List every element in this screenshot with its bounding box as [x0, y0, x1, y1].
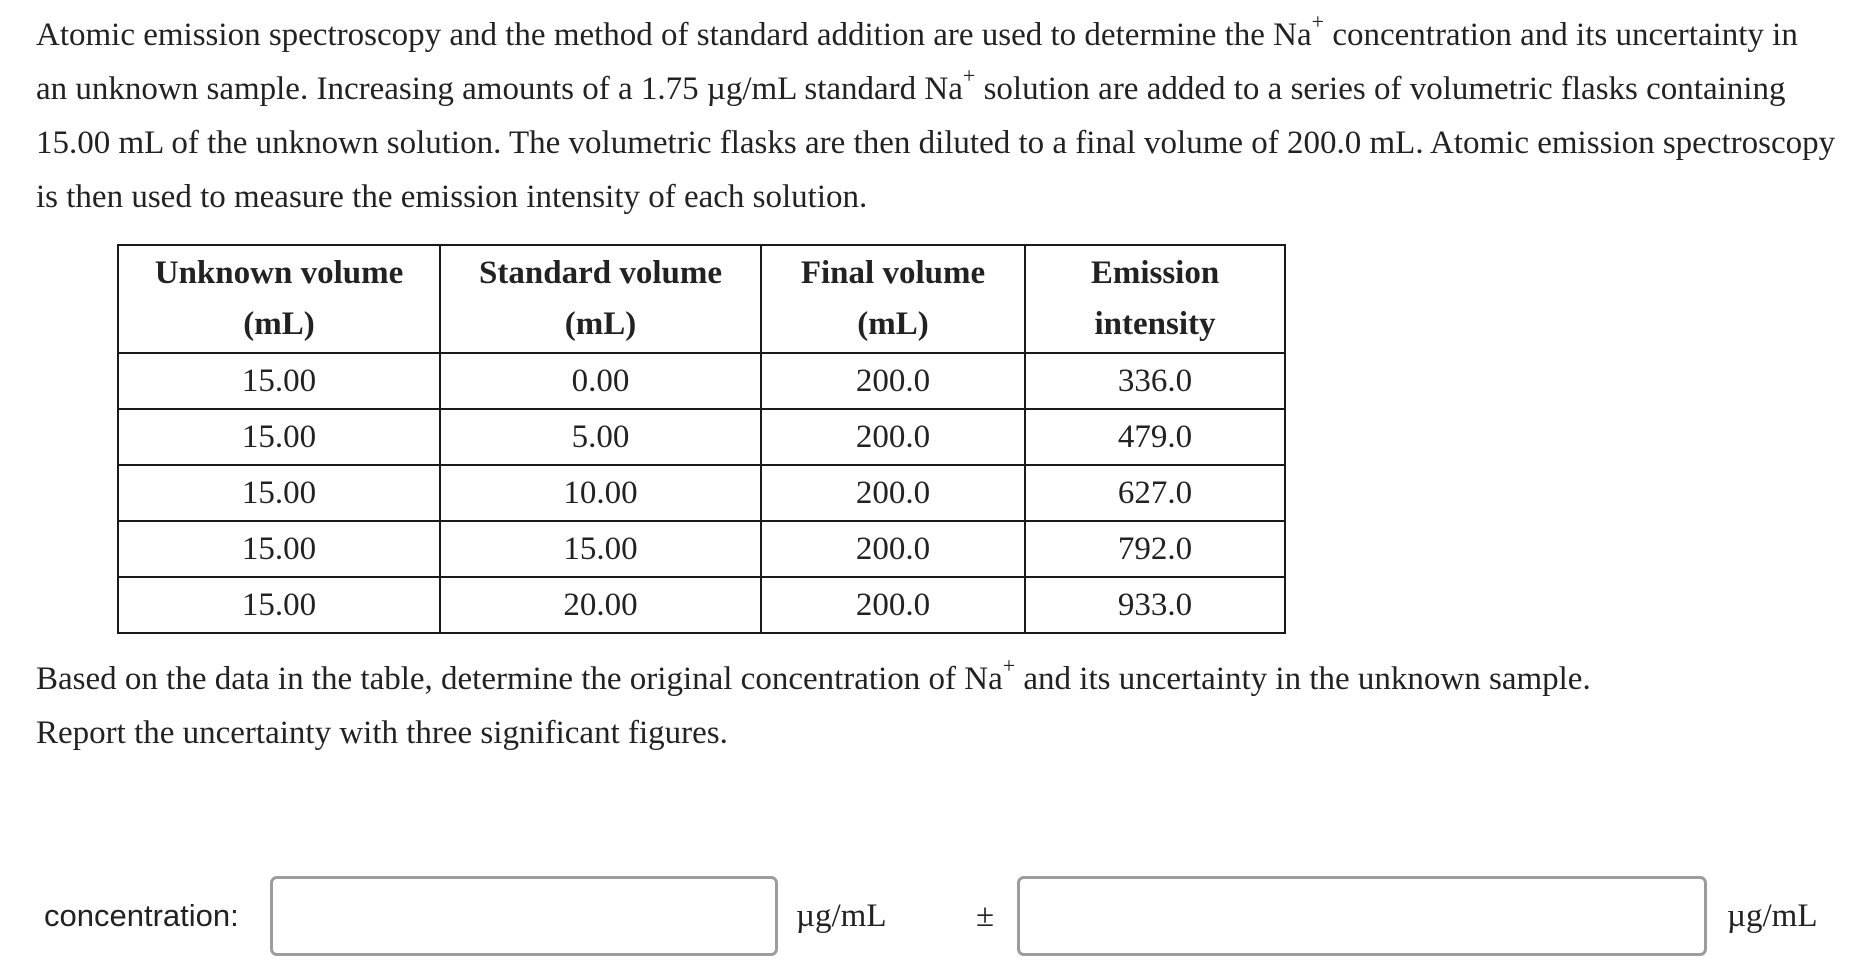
uncertainty-unit: µg/mL: [1727, 898, 1818, 934]
problem-statement: [36, 8, 1836, 224]
intro-text-1: Atomic emission spectroscopy and the method of standard addition are used to determine the Na: [36, 17, 1312, 53]
table-row: [118, 577, 1285, 633]
cell-unknown-volume: 15.00: [118, 521, 440, 577]
concentration-label: concentration:: [44, 898, 239, 933]
table-row: [118, 353, 1285, 409]
cell-final-volume: 200.0: [761, 521, 1025, 577]
header-final-volume: Final volume (mL): [761, 245, 1025, 353]
cell-emission-intensity: 933.0: [1025, 577, 1285, 633]
cell-unknown-volume: 15.00: [118, 353, 440, 409]
cell-final-volume: 200.0: [761, 409, 1025, 465]
cell-unknown-volume: 15.00: [118, 577, 440, 633]
intro-text-2: concentration and its uncertainty in an unknown sample. Increasing amounts of a 1.75 µg/mL standard Na: [36, 17, 1798, 107]
superscript-plus: +: [962, 63, 976, 88]
cell-final-volume: 200.0: [761, 577, 1025, 633]
concentration-unit: µg/mL: [796, 898, 887, 934]
cell-unknown-volume: 15.00: [118, 409, 440, 465]
cell-standard-volume: 15.00: [440, 521, 761, 577]
table-row: [118, 521, 1285, 577]
intro-text-3: solution are added to a series of volumetric flasks containing 15.00 mL of the unknown solution. The volumetric flasks are then diluted to a final volume of 200.0 mL. Atomic emission spectroscopy is then used to measure the emission intensity of each solution.: [36, 71, 1836, 215]
superscript-plus: +: [1002, 653, 1016, 678]
cell-final-volume: 200.0: [761, 353, 1025, 409]
header-emission-intensity: Emission intensity: [1025, 245, 1285, 353]
question-text: [36, 652, 1836, 760]
cell-emission-intensity: 479.0: [1025, 409, 1285, 465]
cell-final-volume: 200.0: [761, 465, 1025, 521]
cell-standard-volume: 5.00: [440, 409, 761, 465]
cell-unknown-volume: 15.00: [118, 465, 440, 521]
superscript-plus: +: [1311, 9, 1325, 34]
answer-row: [0, 876, 1866, 960]
question-text-2: and its uncertainty in the unknown sample.: [1015, 661, 1591, 697]
cell-emission-intensity: 336.0: [1025, 353, 1285, 409]
question-text-3: Report the uncertainty with three significant figures.: [36, 715, 728, 751]
table-row: [118, 409, 1285, 465]
table-header-row: [118, 245, 1285, 353]
uncertainty-input[interactable]: [1017, 876, 1707, 956]
plus-minus-symbol: ±: [976, 898, 995, 934]
cell-standard-volume: 10.00: [440, 465, 761, 521]
cell-standard-volume: 20.00: [440, 577, 761, 633]
table-row: [118, 465, 1285, 521]
concentration-input[interactable]: [270, 876, 778, 956]
header-standard-volume: Standard volume (mL): [440, 245, 761, 353]
cell-standard-volume: 0.00: [440, 353, 761, 409]
question-text-1: Based on the data in the table, determine the original concentration of Na: [36, 661, 1003, 697]
header-unknown-volume: Unknown volume (mL): [118, 245, 440, 353]
cell-emission-intensity: 627.0: [1025, 465, 1285, 521]
data-table: [117, 244, 1286, 634]
cell-emission-intensity: 792.0: [1025, 521, 1285, 577]
